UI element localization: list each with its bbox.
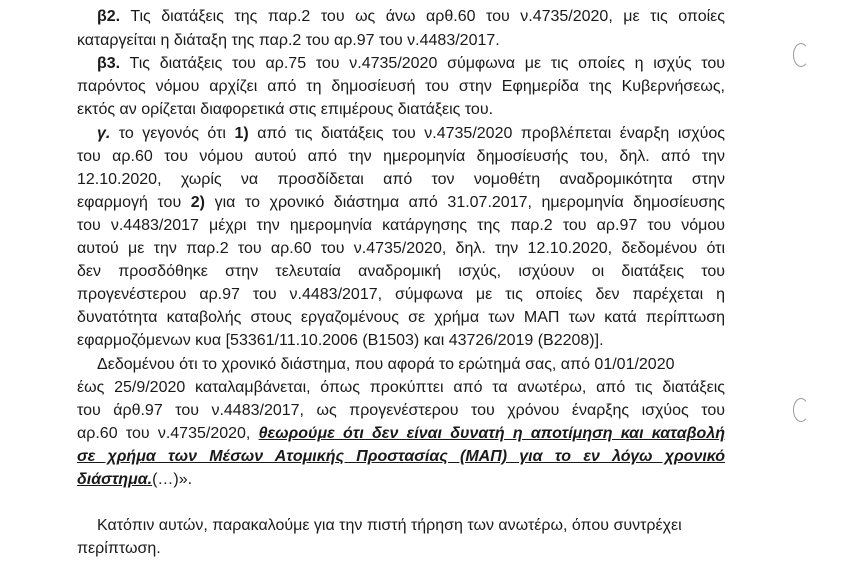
conclusion-emphasis-line: σε χρήμα των Μέσων Ατομικής Προστασίας (ΜΑΠ) για το εν λόγω χρονικό [77, 448, 725, 465]
conclusion-line: Δεδομένου ότι το χρονικό διάστημα, που αφορά το ερώτημά σας, από 01/01/2020 [97, 356, 675, 373]
paragraph-c-line: 12.10.2020, χωρίς να προσδίδεται από τον νομοθέτη αναδρομικότητα στην [77, 171, 725, 188]
text-span: από τις διατάξεις του ν.4735/2020 προβλέπεται έναρξη ισχύος [248, 125, 726, 142]
closing-line: περίπτωση. [77, 540, 161, 557]
clause-label: β2. [97, 8, 121, 25]
text-span: για το χρονικό διάστημα από 31.07.2017, ημερομηνία δημοσίευσης [205, 194, 725, 211]
text-span: το γεγονός ότι [110, 125, 235, 142]
clause-label: β3. [97, 55, 121, 72]
emphasis-text: διάστημα. [77, 471, 153, 488]
conclusion-line [77, 469, 725, 490]
paragraph-b3-line: εκτός αν ορίζεται διαφορετικά στις επιμέρους διατάξεις του. [77, 101, 494, 118]
paragraph-c-line [97, 123, 725, 144]
conclusion-line: έως 25/9/2020 καταλαμβάνεται, όπως προκύπτει από τα ανωτέρω, από τις διατάξεις [77, 379, 725, 396]
text-span: εφαρμογή του [77, 194, 191, 211]
conclusion-line [77, 423, 725, 444]
conclusion-line: του άρθ.97 του ν.4483/2017, ως προγενέστερου του χρόνου έναρξης ισχύος του [77, 402, 725, 419]
text-span: Τις διατάξεις του αρ.75 του ν.4735/2020 σύμφωνα με τις οποίες η ισχύς του [120, 55, 725, 72]
paragraph-c-line: εφαρμοζόμενων κυα [53361/11.10.2006 (Β1503) και 43726/2019 (Β2208)]. [77, 332, 604, 349]
paragraph-c-line: του αρ.60 του νόμου αυτού από την ημερομηνία δημοσίευσής του, δηλ. από την [77, 148, 725, 165]
clause-label: γ. [97, 125, 111, 142]
emphasis-text: θεωρούμε ότι δεν είναι δυνατή η αποτίμηση και καταβολή [258, 425, 726, 442]
item-number: 1) [234, 125, 249, 142]
paragraph-c-line: του ν.4483/2017 μέχρι την ημερομηνία κατάργησης της παρ.2 του αρ.97 του νόμου [77, 217, 725, 234]
text-span: Τις διατάξεις της παρ.2 του ως άνω αρθ.60 του ν.4735/2020, με τις οποίες [120, 8, 725, 25]
text-span: αρ.60 του ν.4735/2020, [77, 425, 259, 442]
paragraph-c-line [77, 192, 725, 213]
paragraph-b2-line: καταργείται η διάταξη της παρ.2 του αρ.97 του ν.4483/2017. [77, 32, 500, 49]
paragraph-b3-line [97, 53, 725, 74]
paragraph-c-line: προγενέστερου αρ.97 του ν.4483/2017, σύμφωνα με τις οποίες δεν παρέχεται η [77, 286, 725, 303]
item-number: 2) [190, 194, 206, 211]
paragraph-c-line: δεν προσδόθηκε στην τελευταία αναδρομική ισχύς, ισχύουν οι διατάξεις του [77, 263, 725, 280]
text-span: (…)». [152, 471, 193, 488]
punch-hole-icon [793, 43, 809, 67]
punch-hole-icon [793, 398, 809, 422]
paragraph-c-line: αυτού με την παρ.2 του αρ.60 του ν.4735/2020, δηλ. την 12.10.2020, δεδομένου ότι [77, 240, 725, 257]
paragraph-b3-line: παρόντος νόμου αρχίζει από τη δημοσίευσή του στην Εφημερίδα της Κυβερνήσεως, [77, 78, 725, 95]
paragraph-b2-line [97, 6, 725, 27]
paragraph-c-line: δυνατότητα καταβολής στους εργαζομένους σε χρήμα των ΜΑΠ των κατά περίπτωση [77, 309, 725, 326]
closing-line: Κατόπιν αυτών, παρακαλούμε για την πιστή τήρηση των ανωτέρω, όπου συντρέχει [97, 517, 682, 534]
